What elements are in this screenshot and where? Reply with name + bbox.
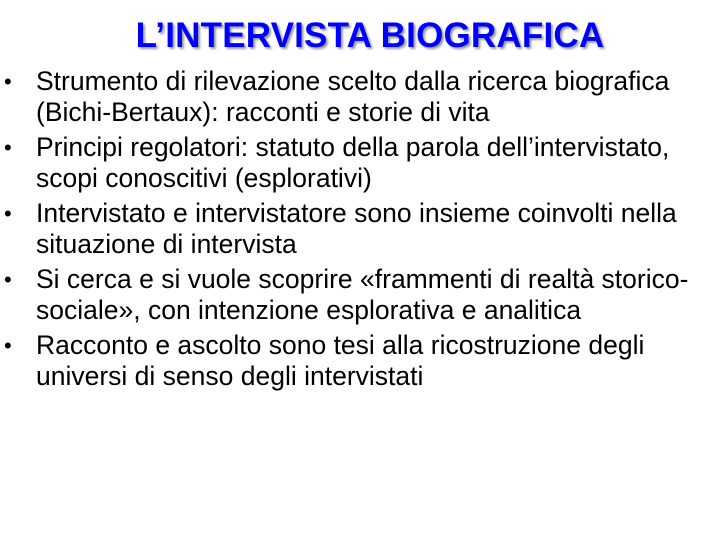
bullet-icon: • [4, 69, 12, 94]
bullet-icon: • [4, 267, 12, 292]
bullet-item [4, 66, 714, 128]
bullet-text: Strumento di rilevazione scelto dalla ricerca biografica (Bichi-Bertaux): racconti e storie di vita [36, 66, 670, 127]
bullet-text: Intervistato e intervistatore sono insieme coinvolti nella situazione di intervista [36, 198, 677, 259]
bullet-text: Principi regolatori: statuto della parola dell’intervistato, scopi conoscitivi (esplorativi) [36, 132, 670, 193]
bullet-item [4, 132, 714, 194]
bullet-icon: • [4, 333, 12, 358]
bullet-item [4, 264, 714, 326]
bullet-text: Si cerca e si vuole scoprire «frammenti di realtà storico-sociale», con intenzione esplorativa e analitica [36, 264, 689, 325]
bullet-text: Racconto e ascolto sono tesi alla ricostruzione degli universi di senso degli intervistati [36, 330, 645, 391]
slide-title: L’INTERVISTA BIOGRAFICA [135, 16, 605, 55]
bullet-icon: • [4, 201, 12, 226]
bullet-list [4, 66, 714, 396]
bullet-icon: • [4, 135, 12, 160]
bullet-item [4, 198, 714, 260]
bullet-item [4, 330, 714, 392]
